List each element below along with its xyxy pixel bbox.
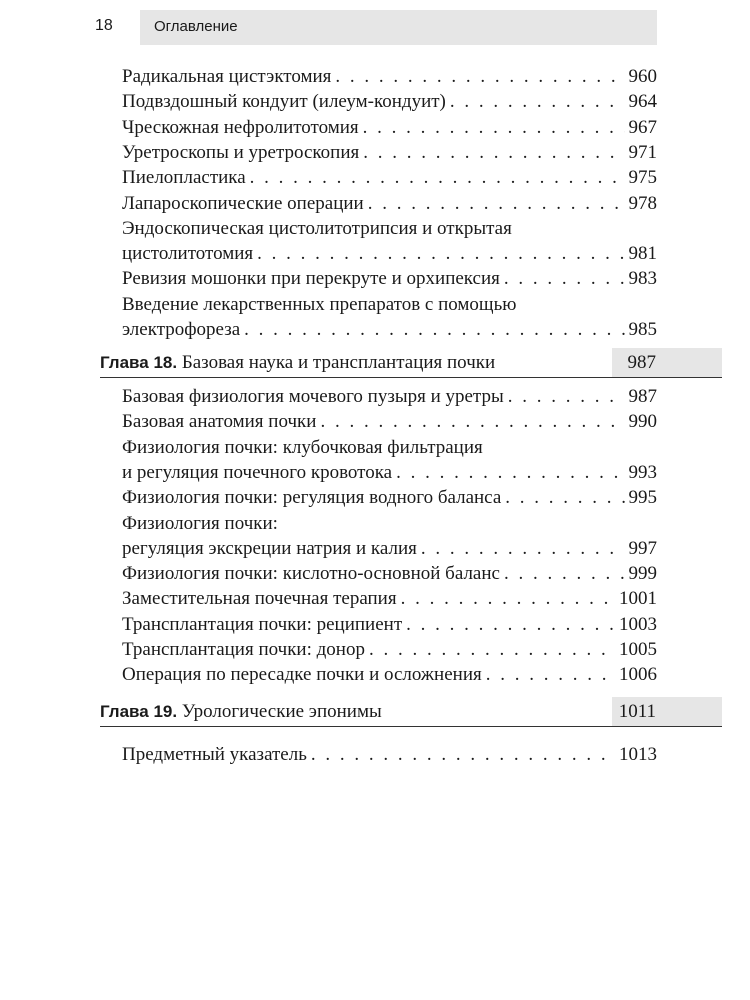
toc-entry-line — [122, 637, 657, 662]
toc-entry-line — [122, 384, 657, 409]
toc-entry-title: Чрескожная нефролитотомия — [122, 116, 359, 138]
toc-entry-line — [122, 561, 657, 586]
toc-entry-line — [122, 536, 657, 561]
toc-entry[interactable] — [122, 292, 657, 342]
leader-dots — [396, 460, 624, 485]
toc-entry-title: Физиология почки: клубочковая фильтрация — [122, 436, 483, 458]
leader-dots — [335, 64, 624, 89]
toc-entry[interactable] — [122, 409, 657, 434]
leader-dots — [504, 561, 625, 586]
toc-entry-page: 993 — [628, 461, 657, 483]
toc-entry-title: Подвздошный кондуит (илеум-кондуит) — [122, 91, 446, 113]
leader-dots — [244, 317, 624, 342]
toc-entry-line — [122, 742, 657, 767]
leader-dots — [401, 586, 615, 611]
toc-entry-page: 987 — [628, 386, 657, 407]
toc-entry-line — [122, 140, 657, 165]
toc-entry-page: 1006 — [619, 664, 657, 686]
chapter-page: 987 — [627, 352, 656, 373]
toc-entry-page: 978 — [628, 192, 657, 214]
toc-entry-title: Заместительная почечная терапия — [122, 588, 397, 610]
toc-entry-line — [122, 266, 657, 291]
toc-entry-title: Введение лекарственных препаратов с помощью — [122, 293, 517, 315]
toc-entry-line — [122, 115, 657, 140]
toc-entry-page: 967 — [628, 116, 657, 138]
page-number: 18 — [95, 17, 113, 34]
chapter-title: Урологические эпонимы — [181, 701, 382, 722]
chapter-heading[interactable] — [100, 348, 722, 378]
toc-entry-page: 983 — [628, 268, 657, 290]
toc-entry-line — [122, 435, 657, 460]
toc-entry-line — [122, 662, 657, 687]
chapter-rule — [100, 726, 722, 728]
chapter-label — [100, 352, 495, 374]
toc-entry-line — [122, 612, 657, 637]
toc-entry-title: Эндоскопическая цистолитотрипсия и открытая — [122, 217, 512, 239]
toc-entry-title: Радикальная цистэктомия — [122, 66, 332, 87]
leader-dots — [257, 241, 624, 266]
toc-entry-line — [122, 409, 657, 434]
toc-entry-title: Физиология почки: регуляция водного баланса — [122, 487, 502, 509]
toc-entry-title: электрофореза — [122, 318, 241, 340]
toc-entry[interactable] — [122, 612, 657, 637]
chapter-rule — [100, 377, 722, 379]
leader-dots — [369, 637, 615, 662]
toc-entry[interactable] — [122, 561, 657, 586]
toc-entry-line — [122, 216, 657, 241]
toc-entry-title: Физиология почки: кислотно-основной баланс — [122, 563, 500, 585]
chapter-title: Базовая наука и трансплантация почки — [181, 352, 496, 373]
toc-entry-title: и регуляция почечного кровотока — [122, 461, 393, 483]
leader-dots — [363, 140, 624, 165]
toc-entry[interactable] — [122, 165, 657, 190]
toc-entry[interactable] — [122, 64, 657, 89]
toc-entry[interactable] — [122, 89, 657, 114]
toc-entry-title: Лапароскопические операции — [122, 192, 364, 214]
toc-entry-line — [122, 165, 657, 190]
toc-entry[interactable] — [122, 140, 657, 165]
toc-entry-title: Трансплантация почки: реципиент — [122, 613, 403, 635]
leader-dots — [363, 115, 625, 140]
toc-entry-page: 985 — [628, 318, 657, 340]
toc-entry-page: 997 — [628, 537, 657, 559]
leader-dots — [505, 485, 624, 510]
toc-entry-page: 1001 — [619, 588, 657, 610]
toc-entry[interactable] — [122, 586, 657, 611]
toc-entry-page: 990 — [628, 411, 657, 433]
toc-entry-page: 995 — [628, 487, 657, 509]
toc-entry-page: 1003 — [619, 613, 657, 635]
toc-entry-line — [122, 89, 657, 114]
toc-entry-line — [122, 586, 657, 611]
toc-entry-line — [122, 317, 657, 342]
leader-dots — [368, 191, 625, 216]
toc-entry-title: Операция по пересадке почки и осложнения — [122, 664, 482, 686]
toc-entry-line — [122, 485, 657, 510]
toc-entry-page: 964 — [628, 91, 657, 113]
toc-entry-page: 971 — [628, 141, 657, 163]
toc-entry[interactable] — [122, 637, 657, 662]
toc-entry-title: Пиелопластика — [122, 167, 246, 189]
toc-entry-title: регуляция экскреции натрия и калия — [122, 537, 417, 559]
chapter-label — [100, 701, 382, 723]
leader-dots — [504, 266, 625, 291]
toc-entry[interactable] — [122, 485, 657, 510]
chapter-heading[interactable] — [100, 697, 722, 727]
leader-dots — [250, 165, 625, 190]
toc-entry[interactable] — [122, 266, 657, 291]
leader-dots — [320, 409, 624, 434]
section-title: Оглавление — [154, 18, 238, 35]
toc-entry-title: цистолитотомия — [122, 242, 254, 264]
toc-entry-page: 1005 — [619, 639, 657, 660]
toc-entry[interactable] — [122, 384, 657, 409]
chapter-page: 1011 — [618, 701, 656, 722]
toc-entry[interactable] — [122, 662, 657, 687]
toc-entry-title: Физиология почки: — [122, 512, 278, 534]
toc-entry-title: Предметный указатель — [122, 744, 307, 765]
toc-entry-page: 999 — [628, 563, 657, 585]
leader-dots — [311, 742, 615, 767]
toc-entry[interactable] — [122, 435, 657, 485]
toc-entry-line — [122, 292, 657, 317]
chapter-number: Глава 18. — [100, 353, 178, 372]
toc-entry[interactable] — [122, 115, 657, 140]
toc-entry-page: 1013 — [619, 744, 657, 765]
toc-entry-line — [122, 64, 657, 89]
leader-dots — [406, 612, 615, 637]
toc-entry[interactable] — [122, 216, 657, 266]
toc-entry-line — [122, 191, 657, 216]
toc-entry[interactable] — [122, 191, 657, 216]
toc-entry-page: 981 — [628, 242, 657, 264]
toc-entry-line — [122, 241, 657, 266]
toc-entry-title: Ревизия мошонки при перекруте и орхипексия — [122, 268, 500, 290]
chapter-number: Глава 19. — [100, 702, 178, 721]
toc-entry-line — [122, 511, 657, 536]
toc-entry-page: 975 — [628, 167, 657, 189]
toc-entry[interactable] — [122, 742, 657, 767]
toc-entry-title: Трансплантация почки: донор — [122, 639, 365, 660]
toc-entry-title: Базовая физиология мочевого пузыря и уретры — [122, 386, 504, 407]
toc-entry[interactable] — [122, 511, 657, 561]
leader-dots — [486, 662, 615, 687]
toc-entry-line — [122, 460, 657, 485]
toc-entry-title: Базовая анатомия почки — [122, 411, 317, 433]
leader-dots — [421, 536, 625, 561]
toc-entry-title: Уретроскопы и уретроскопия — [122, 141, 360, 163]
toc-entry-page: 960 — [628, 66, 657, 87]
leader-dots — [450, 89, 625, 114]
leader-dots — [508, 384, 625, 409]
